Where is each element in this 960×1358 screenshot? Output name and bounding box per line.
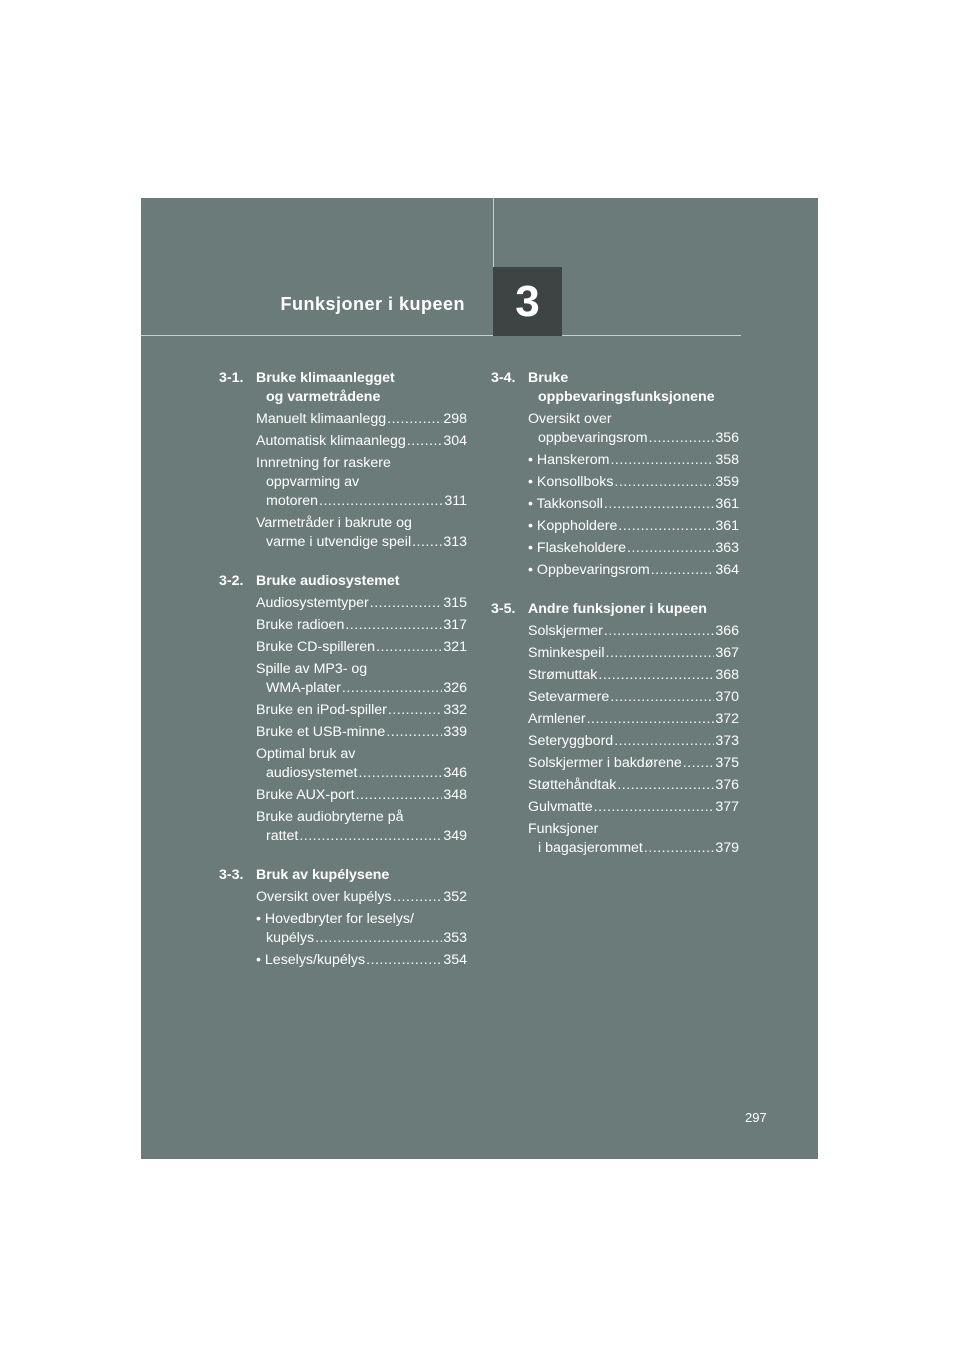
toc-entry[interactable]	[528, 644, 739, 663]
entry-last-line	[528, 666, 739, 685]
leader-dots	[614, 473, 714, 492]
page-number: 297	[745, 1110, 767, 1125]
toc-entries	[219, 888, 467, 970]
toc-section	[491, 369, 739, 580]
entry-text: motoren	[266, 493, 319, 509]
toc-entry[interactable]	[528, 776, 739, 795]
toc-entry[interactable]	[256, 410, 467, 429]
entry-page: 373	[715, 733, 739, 749]
entry-page: 363	[715, 540, 739, 556]
entry-text: i bagasjerommet	[538, 840, 643, 856]
entry-text: Oversikt over kupélys	[256, 889, 392, 905]
leader-dots	[649, 429, 715, 448]
entry-last-line	[256, 533, 467, 552]
toc-entry[interactable]	[528, 622, 739, 641]
entry-last-line	[528, 798, 739, 817]
entry-page: 377	[715, 799, 739, 815]
entry-text: audiosystemet	[266, 765, 358, 781]
entry-text: Setevarmere	[528, 689, 610, 705]
section-heading	[219, 572, 467, 591]
toc-entry[interactable]	[256, 786, 467, 805]
entry-page: 359	[715, 474, 739, 490]
toc-entries	[491, 622, 739, 858]
entry-last-line	[256, 492, 467, 511]
entry-text: Armlener	[528, 711, 586, 727]
leader-dots	[366, 951, 442, 970]
entry-text: Strømuttak	[528, 667, 598, 683]
toc-entry[interactable]	[528, 473, 739, 492]
header-divider-left	[141, 335, 493, 336]
toc-entry[interactable]	[528, 798, 739, 817]
leader-dots	[407, 432, 443, 451]
toc-entry[interactable]	[256, 594, 467, 613]
chapter-title: Funksjoner i kupeen	[280, 294, 465, 314]
entry-page: 332	[443, 702, 467, 718]
toc-section	[491, 600, 739, 858]
entry-text: Bruke radioen	[256, 617, 345, 633]
toc-entry[interactable]	[256, 432, 467, 451]
toc-entry[interactable]	[528, 666, 739, 685]
leader-dots	[604, 622, 714, 641]
entry-text: Manuelt klimaanlegg	[256, 411, 387, 427]
section-heading	[219, 866, 467, 885]
entry-text: Solskjermer	[528, 623, 603, 639]
entry-text: Sminkespeil	[528, 645, 605, 661]
entry-text: Seteryggbord	[528, 733, 614, 749]
toc-section	[219, 572, 467, 846]
entry-text: Støttehåndtak	[528, 777, 617, 793]
entry-text: Gulvmatte	[528, 799, 593, 815]
toc-entry[interactable]	[528, 517, 739, 536]
leader-dots	[388, 701, 442, 720]
entry-text: rattet	[266, 828, 299, 844]
entry-text: Bruke AUX-port	[256, 787, 355, 803]
section-title-line: Bruk av kupélysene	[256, 867, 390, 883]
toc-entry[interactable]	[256, 910, 467, 948]
toc-entries	[219, 594, 467, 846]
entry-text: oppbevaringsrom	[538, 430, 648, 446]
leader-dots	[594, 798, 715, 817]
entry-last-line	[256, 638, 467, 657]
entry-page: 315	[443, 595, 467, 611]
entry-last-line	[256, 679, 467, 698]
toc-section	[219, 866, 467, 970]
toc-entry[interactable]	[528, 820, 739, 858]
section-heading	[219, 369, 467, 407]
header-divider-vertical	[493, 198, 494, 268]
toc-entry[interactable]	[256, 723, 467, 742]
toc-entry[interactable]	[256, 616, 467, 635]
entry-last-line	[528, 732, 739, 751]
section-number: 3-2.	[219, 573, 244, 589]
toc-entry[interactable]	[256, 638, 467, 657]
leader-dots	[412, 533, 442, 552]
toc-entry[interactable]	[256, 454, 467, 511]
leader-dots	[644, 839, 714, 858]
entry-page: 321	[443, 639, 467, 655]
toc-column-left	[219, 369, 467, 970]
toc-entry[interactable]	[528, 495, 739, 514]
entry-last-line	[528, 561, 739, 580]
toc-entries	[219, 410, 467, 552]
entry-text: Oversikt over	[528, 411, 612, 427]
leader-dots	[345, 616, 442, 635]
section-heading	[491, 369, 739, 407]
entry-last-line	[256, 929, 467, 948]
entry-text: • Hanskerom	[528, 452, 610, 468]
toc-entry[interactable]	[256, 514, 467, 552]
leader-dots	[651, 561, 715, 580]
entry-text: Varmetråder i bakrute og	[256, 515, 412, 531]
section-number: 3-4.	[491, 370, 516, 386]
entry-page: 354	[443, 952, 467, 968]
leader-dots	[319, 492, 443, 511]
toc-entry[interactable]	[256, 660, 467, 698]
entry-page: 339	[443, 724, 467, 740]
section-title-line: oppbevaringsfunksjonene	[538, 389, 715, 405]
leader-dots	[356, 786, 443, 805]
entry-text: • Koppholdere	[528, 518, 618, 534]
leader-dots	[315, 929, 442, 948]
leader-dots	[606, 644, 715, 663]
entry-text: WMA-plater	[266, 680, 341, 696]
toc-entry[interactable]	[528, 561, 739, 580]
toc-entry[interactable]	[256, 888, 467, 907]
entry-last-line	[528, 451, 739, 470]
entry-text: Funksjoner	[528, 821, 599, 837]
leader-dots	[683, 754, 715, 773]
entry-page: 372	[715, 711, 739, 727]
leader-dots	[617, 776, 714, 795]
leader-dots	[610, 451, 714, 470]
entry-page: 379	[715, 840, 739, 856]
entry-last-line	[528, 776, 739, 795]
entry-last-line	[256, 594, 467, 613]
section-number: 3-1.	[219, 370, 244, 386]
toc-entry[interactable]	[256, 808, 467, 846]
entry-last-line	[256, 888, 467, 907]
leader-dots	[376, 638, 442, 657]
toc-entries	[491, 410, 739, 580]
entry-page: 353	[443, 930, 467, 946]
entry-last-line	[528, 495, 739, 514]
entry-last-line	[528, 429, 739, 448]
entry-last-line	[528, 754, 739, 773]
entry-last-line	[528, 710, 739, 729]
entry-page: 346	[443, 765, 467, 781]
entry-page: 298	[443, 411, 467, 427]
section-title-line: og varmetrådene	[266, 389, 381, 405]
entry-page: 356	[715, 430, 739, 446]
toc-entry[interactable]	[256, 745, 467, 783]
leader-dots	[627, 539, 714, 558]
entry-last-line	[528, 839, 739, 858]
entry-page: 376	[715, 777, 739, 793]
section-heading	[491, 600, 739, 619]
entry-text: oppvarming av	[266, 474, 360, 490]
leader-dots	[610, 688, 714, 707]
leader-dots	[358, 764, 442, 783]
entry-page: 361	[715, 496, 739, 512]
entry-page: 317	[443, 617, 467, 633]
entry-page: 349	[443, 828, 467, 844]
entry-text: varme i utvendige speil	[266, 534, 412, 550]
entry-text: Spille av MP3- og	[256, 661, 368, 677]
leader-dots	[604, 495, 714, 514]
entry-last-line	[256, 827, 467, 846]
entry-text: Bruke CD-spilleren	[256, 639, 376, 655]
section-title-line: Bruke	[528, 370, 569, 386]
entry-last-line	[256, 723, 467, 742]
section-title-line: Andre funksjoner i kupeen	[528, 601, 707, 617]
entry-page: 358	[715, 452, 739, 468]
entry-text: Optimal bruk av	[256, 746, 356, 762]
toc-entry[interactable]	[528, 732, 739, 751]
leader-dots	[370, 594, 443, 613]
entry-text: Innretning for raskere	[256, 455, 391, 471]
toc-entry[interactable]	[528, 539, 739, 558]
toc-entry[interactable]	[528, 688, 739, 707]
toc-entry[interactable]	[256, 951, 467, 970]
entry-text: • Hovedbryter for leselys/	[256, 911, 414, 927]
toc-column-right	[491, 369, 739, 858]
entry-text: kupélys	[266, 930, 315, 946]
entry-page: 311	[444, 493, 467, 509]
toc-entry[interactable]	[528, 710, 739, 729]
toc-entry[interactable]	[528, 754, 739, 773]
toc-entry[interactable]	[528, 410, 739, 448]
entry-last-line	[528, 688, 739, 707]
section-title-line: Bruke audiosystemet	[256, 573, 400, 589]
entry-page: 326	[443, 680, 467, 696]
entry-text: Bruke et USB-minne	[256, 724, 386, 740]
entry-text: • Takkonsoll	[528, 496, 603, 512]
header-divider-right	[562, 335, 741, 336]
leader-dots	[614, 732, 714, 751]
entry-text: • Flaskeholdere	[528, 540, 627, 556]
entry-page: 352	[443, 889, 467, 905]
toc-entry[interactable]	[528, 451, 739, 470]
entry-page: 304	[443, 433, 467, 449]
entry-last-line	[256, 951, 467, 970]
leader-dots	[618, 517, 714, 536]
leader-dots	[387, 410, 442, 429]
entry-last-line	[528, 473, 739, 492]
entry-page: 361	[715, 518, 739, 534]
entry-text: Automatisk klimaanlegg	[256, 433, 406, 449]
entry-last-line	[256, 764, 467, 783]
entry-page: 370	[715, 689, 739, 705]
entry-page: 368	[715, 667, 739, 683]
entry-last-line	[256, 786, 467, 805]
entry-page: 367	[715, 645, 739, 661]
entry-text: • Konsollboks	[528, 474, 614, 490]
entry-page: 375	[715, 755, 739, 771]
entry-text: Bruke en iPod-spiller	[256, 702, 387, 718]
entry-last-line	[256, 701, 467, 720]
leader-dots	[598, 666, 714, 685]
entry-last-line	[256, 410, 467, 429]
section-number: 3-3.	[219, 867, 244, 883]
entry-last-line	[256, 432, 467, 451]
leader-dots	[342, 679, 442, 698]
entry-last-line	[528, 517, 739, 536]
entry-text: • Oppbevaringsrom	[528, 562, 650, 578]
toc-entry[interactable]	[256, 701, 467, 720]
entry-text: Solskjermer i bakdørene	[528, 755, 682, 771]
entry-page: 348	[443, 787, 467, 803]
leader-dots	[386, 723, 442, 742]
entry-page: 313	[443, 534, 467, 550]
section-number: 3-5.	[491, 601, 516, 617]
entry-page: 364	[715, 562, 739, 578]
entry-text: Bruke audiobryterne på	[256, 809, 404, 825]
entry-text: • Leselys/kupélys	[256, 952, 366, 968]
leader-dots	[587, 710, 715, 729]
entry-last-line	[256, 616, 467, 635]
leader-dots	[299, 827, 442, 846]
section-title-line: Bruke klimaanlegget	[256, 370, 395, 386]
toc-section	[219, 369, 467, 552]
chapter-number: 3	[493, 267, 562, 336]
entry-last-line	[528, 644, 739, 663]
entry-page: 366	[715, 623, 739, 639]
entry-last-line	[528, 539, 739, 558]
entry-last-line	[528, 622, 739, 641]
entry-text: Audiosystemtyper	[256, 595, 369, 611]
leader-dots	[393, 888, 443, 907]
